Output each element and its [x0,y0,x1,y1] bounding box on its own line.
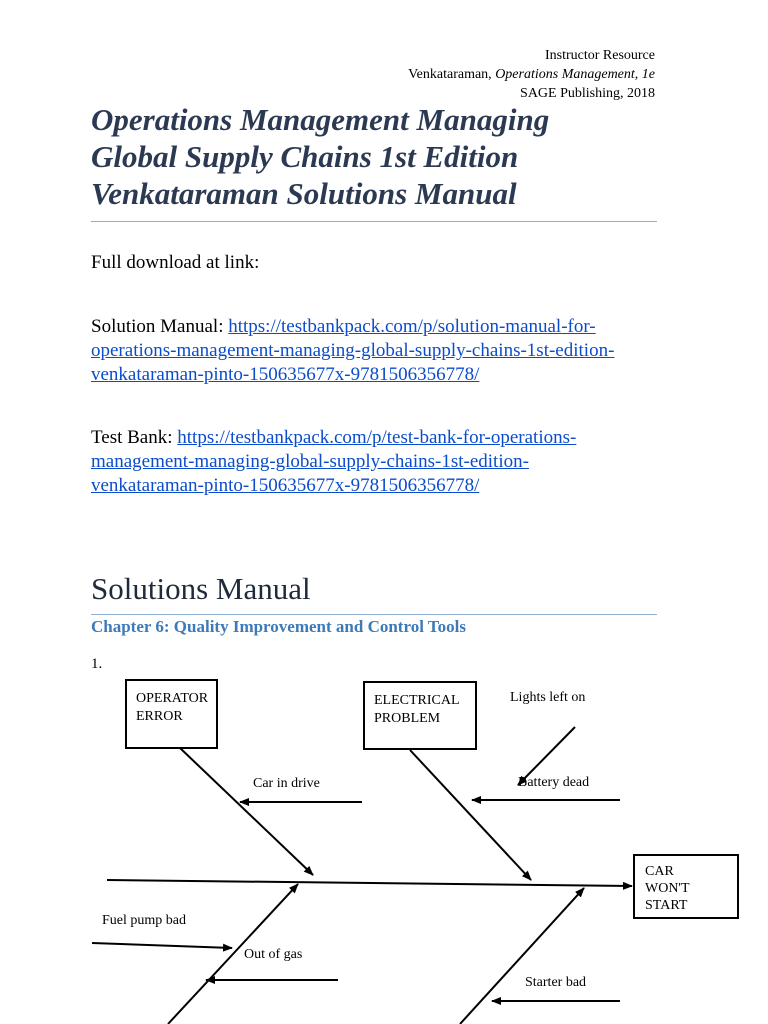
header-line-publisher: SAGE Publishing, 2018 [520,86,655,101]
chapter-heading: Chapter 6: Quality Improvement and Control Tools [91,617,466,636]
car-in-drive-label: Car in drive [253,776,320,791]
starter-bad-label: Starter bad [525,975,587,990]
item-number: 1. [91,656,103,672]
car-wont-start-line3: START [645,898,688,913]
operator-error-line1: OPERATOR [136,691,209,706]
test-bank-link[interactable]: https://testbankpack.com/p/test-bank-for-operations- management-managing-global-supply-chains-1st-edition- venkataraman-pinto-150635677x-9781506356778/ [91,427,577,496]
solution-manual-link[interactable]: https://testbankpack.com/p/solution-manual-for- operations-management-managing-global-supply-chains-1st-edition- venkataraman-pinto-150635677x-9781506356778/ [91,316,615,385]
main-spine-arrow [107,880,632,886]
electrical-bone [410,750,531,880]
title-line-3: Venkataraman Solutions Manual [91,176,517,211]
title-line-1: Operations Management Managing [91,102,550,137]
car-wont-start-line2: WON'T [645,881,690,896]
mechanical-bone [460,888,587,1024]
lights-left-on-label: Lights left on [510,690,586,705]
fuel-pump-bad-arrow [92,943,232,948]
section-title: Solutions Manual [91,571,311,606]
electrical-problem-line1: ELECTRICAL [374,693,460,708]
test-bank-label: Test Bank: [91,427,178,448]
title-line-2: Global Supply Chains 1st Edition [91,139,519,174]
electrical-problem-line2: PROBLEM [374,711,441,726]
solution-manual-label: Solution Manual: [91,316,229,337]
out-of-gas-label: Out of gas [244,947,303,962]
battery-dead-label: Battery dead [518,775,590,790]
fuel-pump-bad-label: Fuel pump bad [102,913,186,928]
operator-error-line2: ERROR [136,709,183,724]
car-wont-start-line1: CAR [645,864,674,879]
header-line-resource: Instructor Resource [544,48,655,63]
operator-bone [180,748,313,875]
book-title: Operations Management, 1e [495,67,655,82]
author-name: Venkataraman, [408,67,496,82]
download-label: Full download at link: [91,252,260,273]
